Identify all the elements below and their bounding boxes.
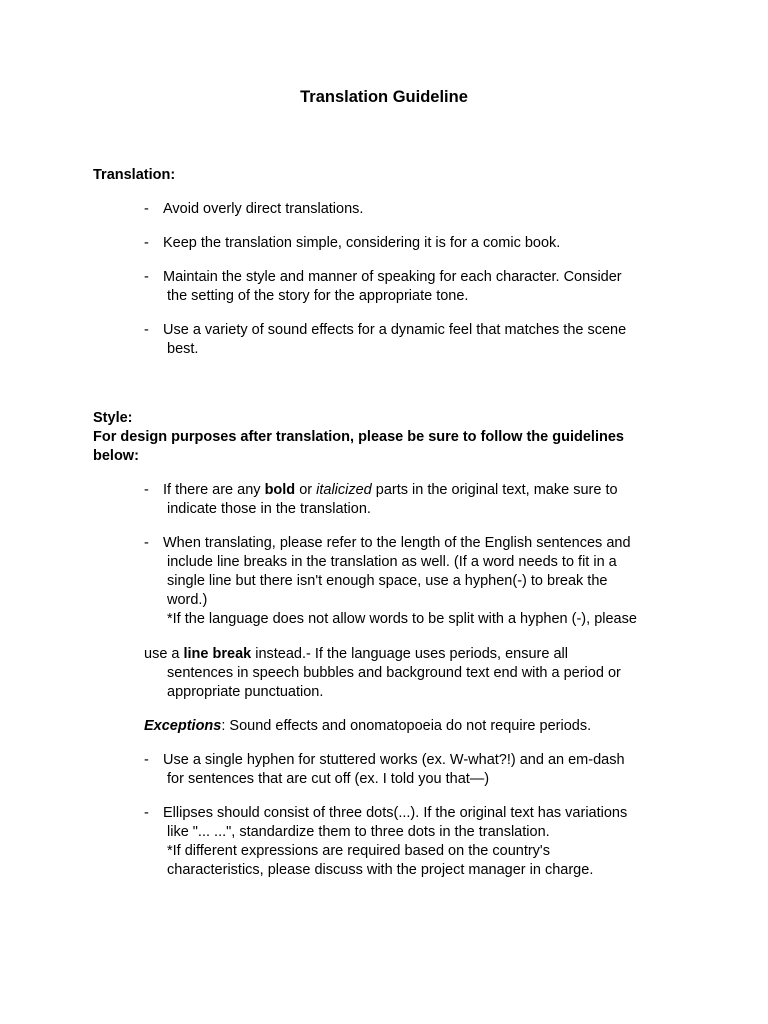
- italic-word: italicized: [316, 482, 372, 498]
- bullet-text: Use a single hyphen for stuttered works (ex. W-what?!) and an em-dash: [163, 752, 625, 768]
- bullet-text: Keep the translation simple, considering it is for a comic book.: [163, 235, 561, 251]
- bullet-text-continued: characteristics, please discuss with the project manager in charge.: [167, 862, 594, 878]
- exceptions-note: [144, 717, 591, 736]
- bullet-dash: -: [144, 535, 149, 551]
- paragraph-line: use a line break instead.- If the language uses periods, ensure all: [144, 646, 568, 662]
- bullet-text-continued: word.): [167, 592, 208, 608]
- paragraph-line: sentences in speech bubbles and background text end with a period or: [167, 665, 621, 681]
- exceptions-label: Exceptions: [144, 718, 222, 734]
- style-heading: Style:: [93, 410, 133, 426]
- bullet-text: When translating, please refer to the length of the English sentences and: [163, 535, 631, 551]
- bullet-dash: -: [144, 752, 149, 768]
- bullet-text-continued: best.: [167, 341, 199, 357]
- bold-word: bold: [264, 482, 296, 498]
- page-title: Translation Guideline: [300, 88, 468, 106]
- bullet-text-continued: include line breaks in the translation as well. (If a word needs to fit in a: [167, 554, 617, 570]
- bullet-text-continued: the setting of the story for the appropriate tone.: [167, 288, 469, 304]
- bullet-text-continued: *If different expressions are required based on the country's: [167, 843, 550, 859]
- bullet-dash: -: [144, 201, 149, 217]
- bullet-text-continued: like "... ...", standardize them to three dots in the translation.: [167, 824, 550, 840]
- bullet-dash: -: [144, 322, 149, 338]
- bullet-dash: -: [144, 269, 149, 285]
- translation-heading: Translation:: [93, 167, 176, 183]
- style-intro: [93, 428, 624, 466]
- bullet-dash: -: [144, 805, 149, 821]
- bullet-dash: -: [144, 235, 149, 251]
- bullet-text-continued: single line but there isn't enough space, use a hyphen(-) to break the: [167, 573, 608, 589]
- style-intro-line: For design purposes after translation, please be sure to follow the guidelines: [93, 429, 624, 445]
- bold-word: line break: [183, 646, 252, 662]
- bullet-text: Use a variety of sound effects for a dynamic feel that matches the scene: [163, 322, 627, 338]
- bullet-text: Ellipses should consist of three dots(...). If the original text has variations: [163, 805, 628, 821]
- paragraph: [144, 645, 621, 702]
- bullet-text-continued: *If the language does not allow words to be split with a hyphen (-), please: [167, 611, 637, 627]
- bullet-text: Maintain the style and manner of speaking for each character. Consider: [163, 269, 622, 285]
- bullet-text: If there are any bold or italicized parts in the original text, make sure to: [163, 482, 618, 498]
- bullet-text: Avoid overly direct translations.: [163, 201, 364, 217]
- exceptions-text: : Sound effects and onomatopoeia do not require periods.: [221, 718, 592, 734]
- bullet-text-continued: indicate those in the translation.: [167, 501, 371, 517]
- style-intro-line: below:: [93, 448, 139, 464]
- bullet-dash: -: [144, 482, 149, 498]
- bullet-text-continued: for sentences that are cut off (ex. I told you that—): [167, 771, 490, 787]
- paragraph-line: appropriate punctuation.: [167, 684, 324, 700]
